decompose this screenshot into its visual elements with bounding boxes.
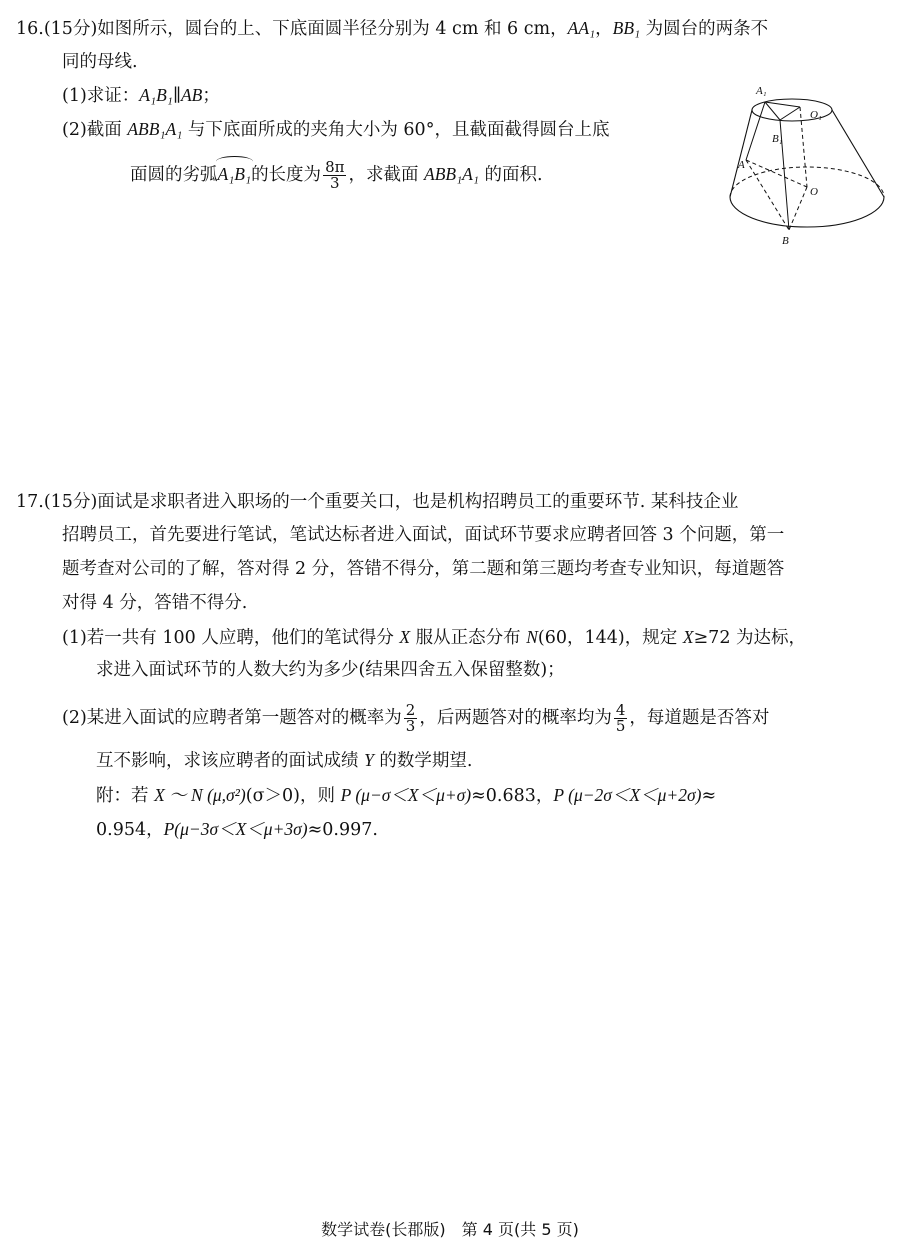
q16-part2	[62, 117, 609, 142]
frac-den: 5	[615, 717, 626, 735]
math-AB: AB	[180, 85, 203, 105]
frac-den: 3	[329, 174, 340, 192]
bottom-circle-back	[730, 167, 884, 197]
q17-number: 17.	[16, 492, 44, 512]
q16-p2-line2-b: 的长度为	[251, 165, 322, 185]
q16-intro-b: 为圆台的两条不	[640, 19, 769, 39]
q17-line4	[62, 591, 247, 615]
q17-p1-d: ≥72 为达标，	[693, 628, 807, 648]
math-ABB1A1-2: ABB₁A₁	[424, 164, 479, 184]
q17-p1-a: (1)若一共有 100 人应聘，他们的笔试得分	[62, 628, 400, 648]
label-B1: B₁	[772, 133, 783, 145]
q17-note-b: (σ＞0)，则	[245, 786, 341, 806]
q17-part2-line2	[96, 748, 472, 773]
frac-num: 8π	[325, 158, 345, 176]
q17-line2	[62, 523, 784, 547]
math-BB1: BB₁	[612, 18, 641, 38]
q17-line4-text: 对得 4 分，答错不得分.	[62, 593, 248, 613]
label-O1: O₁	[810, 109, 822, 121]
comma: ，	[595, 19, 613, 39]
math-AA1: AA₁	[567, 18, 596, 38]
arc-A1B1: A₁B₁	[217, 164, 252, 184]
q16-intro-a: 如图所示，圆台的上、下底面圆半径分别为 4 cm 和 6 cm，	[97, 19, 568, 39]
q16-number: 16.	[16, 19, 44, 39]
math-dist: X ～ N (μ,σ²)	[154, 785, 246, 805]
side-right	[832, 110, 884, 197]
math-X-2: X	[682, 627, 694, 647]
q17-note-line2-b: ≈0.997.	[307, 820, 378, 840]
math-N: N	[526, 627, 538, 647]
q17-line3-text: 题考查对公司的了解，答对得 2 分，答错不得分，第二题和第三题均考查专业知识，每道题答	[62, 559, 785, 579]
q16-p2-mid: 与下底面所成的夹角大小为 60°，且截面截得圆台上底	[182, 120, 610, 140]
q17-line1-text: (15分)面试是求职者进入职场的一个重要关口，也是机构招聘员工的重要环节. 某科技企业	[43, 492, 739, 512]
line-O-B	[789, 187, 807, 230]
q17-p1-line2: 求进入面试环节的人数大约为多少(结果四舍五入保留整数)；	[96, 660, 565, 680]
q16-p2-line2-c: ，求截面	[348, 165, 425, 185]
frac-num: 2	[405, 701, 416, 719]
line-O1-O	[800, 107, 807, 187]
q16-points: (15分)	[43, 19, 98, 39]
q16-part1	[62, 83, 220, 108]
math-A1B1: A₁B₁	[139, 85, 173, 105]
line-B1-O1	[780, 107, 800, 120]
fraction-8pi-3	[323, 160, 346, 191]
fraction-2-3	[404, 703, 418, 734]
label-A1: A₁	[756, 85, 767, 97]
q17-note-c: ≈0.683，	[471, 786, 554, 806]
math-p3sigma: P(μ−3σ＜X＜μ+3σ)	[163, 819, 308, 839]
q17-note-d: ≈	[701, 786, 717, 806]
q17-p1-c: (60，144)，规定	[537, 628, 683, 648]
label-B: B	[782, 235, 789, 247]
q16-line2	[62, 50, 138, 74]
q17-note-a: 附：若	[96, 786, 155, 806]
math-p1sigma: P (μ−σ＜X＜μ+σ)	[340, 785, 472, 805]
line-A-A1	[746, 102, 765, 160]
q16-p2-line2-d: 的面积.	[478, 165, 543, 185]
label-A: A	[738, 159, 745, 171]
q17-line3	[62, 557, 784, 581]
math-X: X	[399, 627, 411, 647]
q17-line1	[16, 490, 738, 514]
q16-p2-prefix: (2)截面	[62, 120, 128, 140]
line-A1-O1	[765, 102, 800, 107]
bottom-circle-front	[730, 197, 884, 227]
frac-den: 3	[405, 717, 416, 735]
q17-p2-b: ，后两题答对的概率均为	[419, 708, 612, 728]
q17-p2-line2-b: 的数学期望.	[373, 751, 473, 771]
q17-p2-line2-a: 互不影响，求该应聘者的面试成绩	[96, 751, 365, 771]
side-left	[730, 110, 752, 197]
q16-part2-line2	[130, 160, 543, 191]
q17-note-line2-a: 0.954，	[96, 820, 164, 840]
q17-part1	[62, 625, 806, 650]
page-footer: 数学试卷(长郡版) 第 4 页(共 5 页)	[321, 1220, 579, 1239]
q16-line1	[16, 16, 768, 41]
q17-note-line2	[96, 817, 378, 842]
q17-p2-a: (2)某进入面试的应聘者第一题答对的概率为	[62, 708, 402, 728]
q16-intro-line2: 同的母线.	[62, 52, 138, 72]
label-O: O	[810, 186, 818, 198]
q17-p1-b: 服从正态分布	[410, 628, 527, 648]
q17-line2-text: 招聘员工，首先要进行笔试，笔试达标者进入面试，面试环节要求应聘者回答 3 个问题，第一	[62, 525, 785, 545]
q17-part1-line2	[96, 658, 565, 682]
math-p2sigma: P (μ−2σ＜X＜μ+2σ)	[553, 785, 702, 805]
semicolon: ；	[202, 86, 220, 106]
q16-p1-prefix: (1)求证：	[62, 86, 140, 106]
parallel-symbol: ∥	[172, 86, 181, 106]
q16-p2-line2-a: 面圆的劣弧	[130, 165, 218, 185]
line-A-B	[746, 160, 789, 230]
frac-num: 4	[615, 701, 626, 719]
line-A-O	[746, 160, 807, 187]
math-ABB1A1: ABB₁A₁	[127, 119, 183, 139]
math-Y: Y	[364, 750, 374, 770]
q17-note	[96, 783, 716, 808]
frustum-figure	[722, 80, 892, 250]
line-A1-B1	[765, 102, 780, 120]
fraction-4-5	[614, 703, 628, 734]
q17-p2-c: ，每道题是否答对	[629, 708, 770, 728]
q17-part2	[62, 703, 769, 734]
